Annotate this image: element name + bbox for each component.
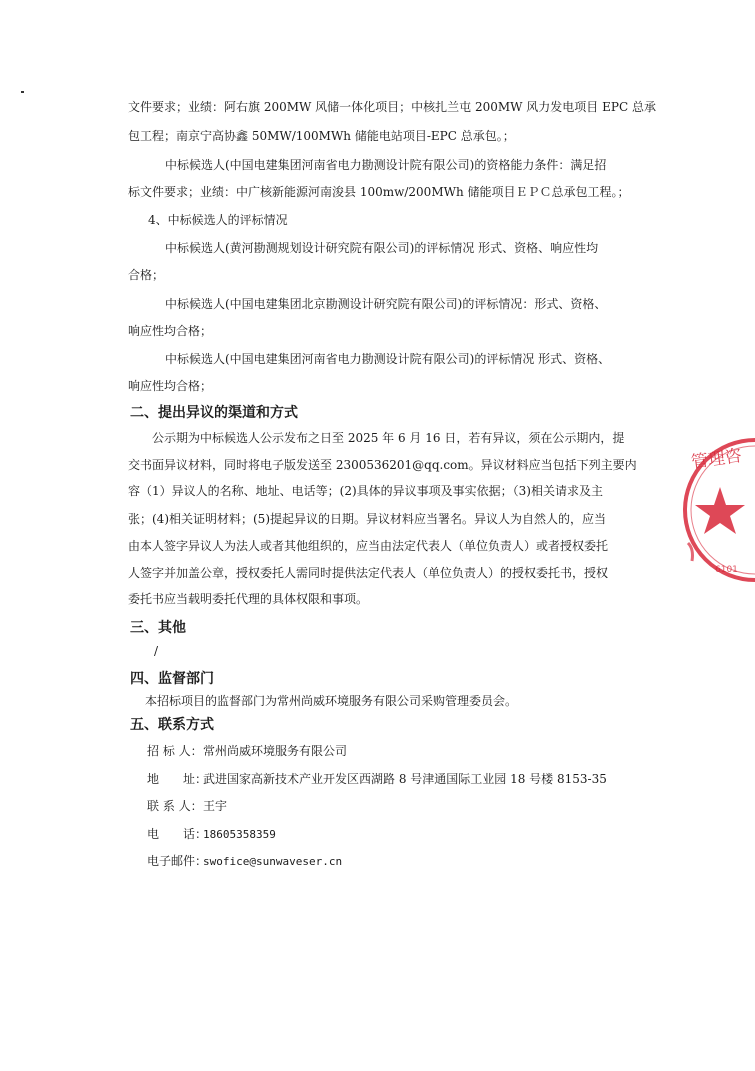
- company-seal: [680, 435, 755, 585]
- paragraph-line: 中标候选人(黄河勘测规划设计研究院有限公司)的评标情况 形式、资格、响应性均: [165, 241, 599, 255]
- section-heading: 五、联系方式: [130, 717, 214, 733]
- paragraph-line: 响应性均合格；: [128, 379, 213, 393]
- paragraph-line: 容（1）异议人的名称、地址、电话等；(2)具体的异议事项及事实依据；（3)相关请求及主: [128, 484, 603, 498]
- contact-row-phone: [147, 826, 276, 843]
- paragraph-line: 张；(4)相关证明材料；(5)提起异议的日期。异议材料应当署名。异议人为自然人的，应当: [128, 512, 606, 526]
- paragraph-line: 由本人签字异议人为法人或者其他组织的，应当由法定代表人（单位负责人）或者授权委托: [128, 539, 609, 553]
- paragraph-line: 中标候选人(中国电建集团河南省电力勘测设计院有限公司)的资格能力条件：满足招: [165, 158, 607, 172]
- scan-mark: [21, 91, 24, 93]
- paragraph-line: 合格；: [128, 268, 165, 282]
- seal-number: 6101: [715, 565, 738, 575]
- seal-text: 管理咨: [689, 446, 744, 473]
- contact-value: 18605358359: [203, 828, 276, 841]
- paragraph-line: 交书面异议材料，同时将电子版发送至 2300536201@qq.com。异议材料应当包括下列主要内: [128, 458, 637, 472]
- contact-link[interactable]: swofice@sunwaveser.cn: [203, 855, 343, 868]
- subsection-heading: 4、中标候选人的评标情况: [148, 213, 288, 227]
- contact-label: 联 系 人：: [147, 799, 203, 813]
- section-heading: 二、提出异议的渠道和方式: [130, 405, 298, 421]
- paragraph-line: 标文件要求；业绩：中广核新能源河南浚县 100mw/200MWh 储能项目ＥＰＣ总承包工程。；: [128, 185, 630, 199]
- contact-value: 常州尚威环境服务有限公司: [203, 744, 348, 758]
- section-heading: 四、监督部门: [130, 671, 214, 687]
- paragraph-line: 响应性均合格；: [128, 324, 213, 338]
- contact-label: 电 话：: [147, 827, 208, 841]
- seal-graphic: [680, 435, 755, 585]
- contact-label: 招 标 人：: [147, 744, 203, 758]
- contact-row-email: [147, 853, 342, 870]
- paragraph-line: 中标候选人(中国电建集团北京勘测设计研究院有限公司)的评标情况：形式、资格、: [165, 297, 607, 311]
- paragraph-line: 包工程；南京宁高协鑫 50MW/100MWh 储能电站项目-EPC 总承包。；: [128, 129, 515, 143]
- contact-row-tenderer: [147, 743, 347, 759]
- contact-value: 王宇: [203, 799, 228, 813]
- section-heading: 三、其他: [130, 620, 186, 636]
- paragraph-line: 文件要求；业绩：阿右旗 200MW 风储一体化项目；中核扎兰屯 200MW 风力发电项目 EPC 总承: [128, 100, 656, 114]
- contact-row-person: [147, 798, 227, 814]
- paragraph-line: 委托书应当载明委托代理的具体权限和事项。: [128, 592, 369, 606]
- section-content: /: [154, 644, 159, 658]
- section-content: 本招标项目的监督部门为常州尚威环境服务有限公司采购管理委员会。: [145, 694, 518, 708]
- contact-label: 地 址：: [147, 772, 208, 786]
- paragraph-line: 人签字并加盖公章，授权委托人需同时提供法定代表人（单位负责人）的授权委托书，授权: [128, 566, 609, 580]
- contact-label: 电子邮件：: [147, 854, 208, 868]
- paragraph-line: 公示期为中标候选人公示发布之日至 2025 年 6 月 16 日，若有异议，须在公示期内，提: [152, 431, 625, 445]
- contact-row-address: [147, 771, 607, 787]
- contact-value: 武进国家高新技术产业开发区西湖路 8 号津通国际工业园 18 号楼 8153-35: [203, 772, 607, 786]
- paragraph-line: 中标候选人(中国电建集团河南省电力勘测设计院有限公司)的评标情况 形式、资格、: [165, 352, 611, 366]
